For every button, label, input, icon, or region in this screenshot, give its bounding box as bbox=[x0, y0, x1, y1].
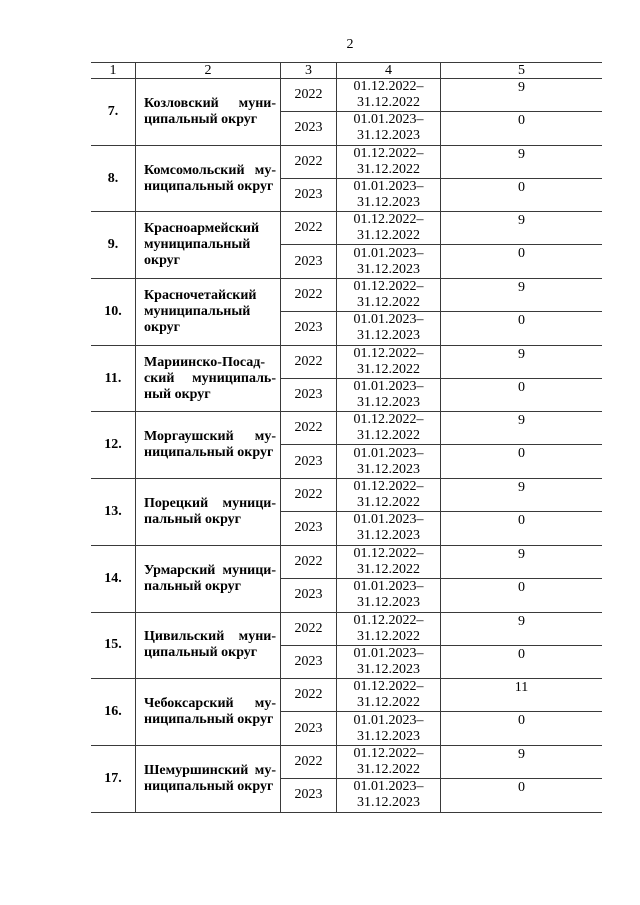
district-name bbox=[136, 546, 281, 612]
period-cell bbox=[337, 79, 441, 112]
value-cell: 0 bbox=[518, 379, 525, 395]
period-cell bbox=[337, 479, 441, 512]
year-cell: 2022 bbox=[281, 79, 337, 112]
value-cell: 0 bbox=[518, 513, 525, 529]
row-number: 15. bbox=[91, 613, 136, 679]
table-row-group bbox=[91, 479, 602, 546]
period-cell bbox=[337, 712, 441, 745]
year-cell: 2022 bbox=[281, 746, 337, 779]
period-line: 01.12.2022– bbox=[353, 612, 424, 628]
period-line: 31.12.2022 bbox=[357, 361, 420, 377]
period-line: 31.12.2022 bbox=[357, 761, 420, 777]
value-cell: 11 bbox=[441, 679, 602, 712]
period-line: 01.01.2023– bbox=[353, 712, 424, 728]
table-row-group bbox=[91, 746, 602, 813]
table-row-group bbox=[91, 546, 602, 613]
header-cell-4: 4 bbox=[337, 63, 441, 78]
year-cell: 2023 bbox=[281, 112, 337, 145]
district-name-line: округ bbox=[144, 319, 181, 335]
period-line: 31.12.2022 bbox=[357, 228, 420, 244]
period-line: 31.12.2023 bbox=[357, 128, 420, 144]
year-cell: 2023 bbox=[281, 579, 337, 612]
period-cell bbox=[337, 445, 441, 478]
period-line: 01.12.2022– bbox=[353, 79, 424, 94]
row-number: 11. bbox=[91, 346, 136, 412]
period-line: 01.01.2023– bbox=[353, 512, 424, 528]
period-line: 31.12.2022 bbox=[357, 561, 420, 577]
district-name bbox=[136, 613, 281, 679]
district-name-line: Комсомольский му- bbox=[144, 162, 276, 178]
district-name-line: Чебоксарский му- bbox=[144, 696, 276, 712]
value-cell: 0 bbox=[518, 779, 525, 795]
period-cell bbox=[337, 245, 441, 278]
period-line: 31.12.2022 bbox=[357, 161, 420, 177]
district-name-line: ниципальный округ bbox=[144, 712, 274, 728]
value-cell: 9 bbox=[441, 212, 602, 245]
period-line: 31.12.2023 bbox=[357, 395, 420, 411]
period-line: 01.12.2022– bbox=[353, 479, 424, 495]
value-cell: 0 bbox=[518, 246, 525, 262]
page-number: 2 bbox=[346, 37, 354, 52]
table-row-group bbox=[91, 346, 602, 413]
header-cell-1: 1 bbox=[91, 63, 136, 78]
table-row-group bbox=[91, 679, 602, 746]
period-cell bbox=[337, 512, 441, 545]
value-cell: 9 bbox=[441, 613, 602, 646]
period-line: 31.12.2023 bbox=[357, 528, 420, 544]
row-number: 8. bbox=[91, 146, 136, 212]
row-number: 7. bbox=[91, 79, 136, 145]
value-cell: 9 bbox=[441, 746, 602, 779]
year-cell: 2022 bbox=[281, 679, 337, 712]
period-line: 31.12.2023 bbox=[357, 728, 420, 744]
value-cell: 9 bbox=[441, 346, 602, 379]
year-cell: 2022 bbox=[281, 546, 337, 579]
period-line: 31.12.2022 bbox=[357, 428, 420, 444]
district-name-line: Порецкий муници- bbox=[144, 495, 276, 511]
year-cell: 2023 bbox=[281, 512, 337, 545]
district-name-line: ниципальный округ bbox=[144, 178, 274, 194]
row-number: 13. bbox=[91, 479, 136, 545]
period-line: 01.01.2023– bbox=[353, 445, 424, 461]
district-name-line: муниципальный bbox=[144, 303, 251, 319]
period-cell bbox=[337, 546, 441, 579]
period-line: 31.12.2023 bbox=[357, 261, 420, 277]
year-cell: 2022 bbox=[281, 212, 337, 245]
period-cell bbox=[337, 579, 441, 612]
year-cell: 2023 bbox=[281, 245, 337, 278]
district-name-line: ский муниципаль- bbox=[144, 370, 276, 386]
district-name-line: Красноармейский bbox=[144, 221, 260, 237]
period-line: 01.01.2023– bbox=[353, 312, 424, 328]
year-cell: 2022 bbox=[281, 479, 337, 512]
district-name bbox=[136, 146, 281, 212]
period-cell bbox=[337, 179, 441, 212]
period-line: 01.01.2023– bbox=[353, 379, 424, 395]
district-name-line: ный округ bbox=[144, 386, 211, 402]
header-cell-3: 3 bbox=[281, 63, 337, 78]
period-line: 31.12.2023 bbox=[357, 661, 420, 677]
period-line: 01.01.2023– bbox=[353, 245, 424, 261]
district-name bbox=[136, 412, 281, 478]
value-cell: 9 bbox=[441, 279, 602, 312]
period-cell bbox=[337, 779, 441, 812]
value-cell: 0 bbox=[518, 113, 525, 128]
district-name-line: ниципальный округ bbox=[144, 778, 274, 794]
value-cell: 0 bbox=[518, 579, 525, 595]
period-cell bbox=[337, 646, 441, 679]
year-cell: 2022 bbox=[281, 146, 337, 179]
year-cell: 2022 bbox=[281, 346, 337, 379]
table-row-group bbox=[91, 412, 602, 479]
period-line: 01.01.2023– bbox=[353, 779, 424, 795]
row-number: 17. bbox=[91, 746, 136, 812]
district-name-line: Шемуршинский му- bbox=[144, 762, 276, 778]
year-cell: 2022 bbox=[281, 412, 337, 445]
data-table bbox=[91, 62, 602, 813]
period-line: 31.12.2023 bbox=[357, 328, 420, 344]
district-name bbox=[136, 679, 281, 745]
period-line: 31.12.2022 bbox=[357, 295, 420, 311]
district-name bbox=[136, 746, 281, 812]
district-name-line: ципальный округ bbox=[144, 111, 258, 127]
table-row-group bbox=[91, 79, 602, 146]
period-cell bbox=[337, 146, 441, 179]
period-line: 31.12.2023 bbox=[357, 195, 420, 211]
period-line: 31.12.2022 bbox=[357, 95, 420, 110]
row-number: 9. bbox=[91, 212, 136, 278]
year-cell: 2023 bbox=[281, 646, 337, 679]
period-cell bbox=[337, 379, 441, 412]
period-line: 01.01.2023– bbox=[353, 112, 424, 128]
period-line: 01.12.2022– bbox=[353, 145, 424, 161]
row-number: 10. bbox=[91, 279, 136, 345]
period-line: 01.12.2022– bbox=[353, 212, 424, 228]
value-cell: 9 bbox=[441, 546, 602, 579]
district-name-line: ципальный округ bbox=[144, 645, 258, 661]
period-line: 31.12.2022 bbox=[357, 695, 420, 711]
year-cell: 2023 bbox=[281, 312, 337, 345]
period-cell bbox=[337, 279, 441, 312]
district-name-line: Урмарский муници- bbox=[144, 562, 276, 578]
table-header-row bbox=[91, 62, 602, 79]
district-name bbox=[136, 79, 281, 145]
value-cell: 9 bbox=[441, 412, 602, 445]
period-cell bbox=[337, 412, 441, 445]
period-line: 01.12.2022– bbox=[353, 279, 424, 295]
year-cell: 2023 bbox=[281, 712, 337, 745]
period-cell bbox=[337, 312, 441, 345]
period-cell bbox=[337, 613, 441, 646]
row-number: 12. bbox=[91, 412, 136, 478]
period-line: 01.01.2023– bbox=[353, 579, 424, 595]
value-cell: 0 bbox=[518, 446, 525, 462]
table-row-group bbox=[91, 212, 602, 279]
period-line: 31.12.2023 bbox=[357, 795, 420, 811]
period-line: 01.12.2022– bbox=[353, 412, 424, 428]
year-cell: 2023 bbox=[281, 379, 337, 412]
period-line: 01.12.2022– bbox=[353, 679, 424, 695]
district-name-line: округ bbox=[144, 253, 181, 269]
district-name-line: Моргаушский му- bbox=[144, 429, 276, 445]
period-line: 31.12.2023 bbox=[357, 595, 420, 611]
value-cell: 9 bbox=[441, 479, 602, 512]
district-name-line: Красночетайский bbox=[144, 287, 257, 303]
period-line: 01.12.2022– bbox=[353, 345, 424, 361]
year-cell: 2023 bbox=[281, 445, 337, 478]
period-line: 01.01.2023– bbox=[353, 179, 424, 195]
period-line: 31.12.2022 bbox=[357, 628, 420, 644]
year-cell: 2023 bbox=[281, 779, 337, 812]
year-cell: 2022 bbox=[281, 279, 337, 312]
value-cell: 0 bbox=[518, 646, 525, 662]
table-row-group bbox=[91, 613, 602, 680]
period-cell bbox=[337, 346, 441, 379]
period-cell bbox=[337, 679, 441, 712]
value-cell: 0 bbox=[518, 313, 525, 329]
header-cell-5: 5 bbox=[518, 63, 525, 78]
value-cell: 9 bbox=[441, 79, 602, 112]
district-name-line: Козловский муни- bbox=[144, 95, 276, 111]
district-name bbox=[136, 279, 281, 345]
header-cell-2: 2 bbox=[136, 63, 281, 78]
period-line: 01.12.2022– bbox=[353, 745, 424, 761]
district-name bbox=[136, 346, 281, 412]
table-row-group bbox=[91, 279, 602, 346]
period-line: 31.12.2023 bbox=[357, 461, 420, 477]
value-cell: 9 bbox=[441, 146, 602, 179]
period-line: 31.12.2022 bbox=[357, 495, 420, 511]
value-cell: 0 bbox=[518, 179, 525, 195]
district-name-line: муниципальный bbox=[144, 237, 251, 253]
year-cell: 2023 bbox=[281, 179, 337, 212]
period-line: 01.01.2023– bbox=[353, 645, 424, 661]
year-cell: 2022 bbox=[281, 613, 337, 646]
row-number: 16. bbox=[91, 679, 136, 745]
period-cell bbox=[337, 212, 441, 245]
district-name-line: пальный округ bbox=[144, 578, 242, 594]
period-cell bbox=[337, 746, 441, 779]
table-row-group bbox=[91, 146, 602, 213]
district-name-line: Цивильский муни- bbox=[144, 629, 276, 645]
district-name bbox=[136, 212, 281, 278]
district-name-line: ниципальный округ bbox=[144, 445, 274, 461]
district-name-line: Мариинско-Посад- bbox=[144, 354, 265, 370]
period-cell bbox=[337, 112, 441, 145]
row-number: 14. bbox=[91, 546, 136, 612]
district-name bbox=[136, 479, 281, 545]
district-name-line: пальный округ bbox=[144, 511, 242, 527]
period-line: 01.12.2022– bbox=[353, 545, 424, 561]
value-cell: 0 bbox=[518, 713, 525, 729]
